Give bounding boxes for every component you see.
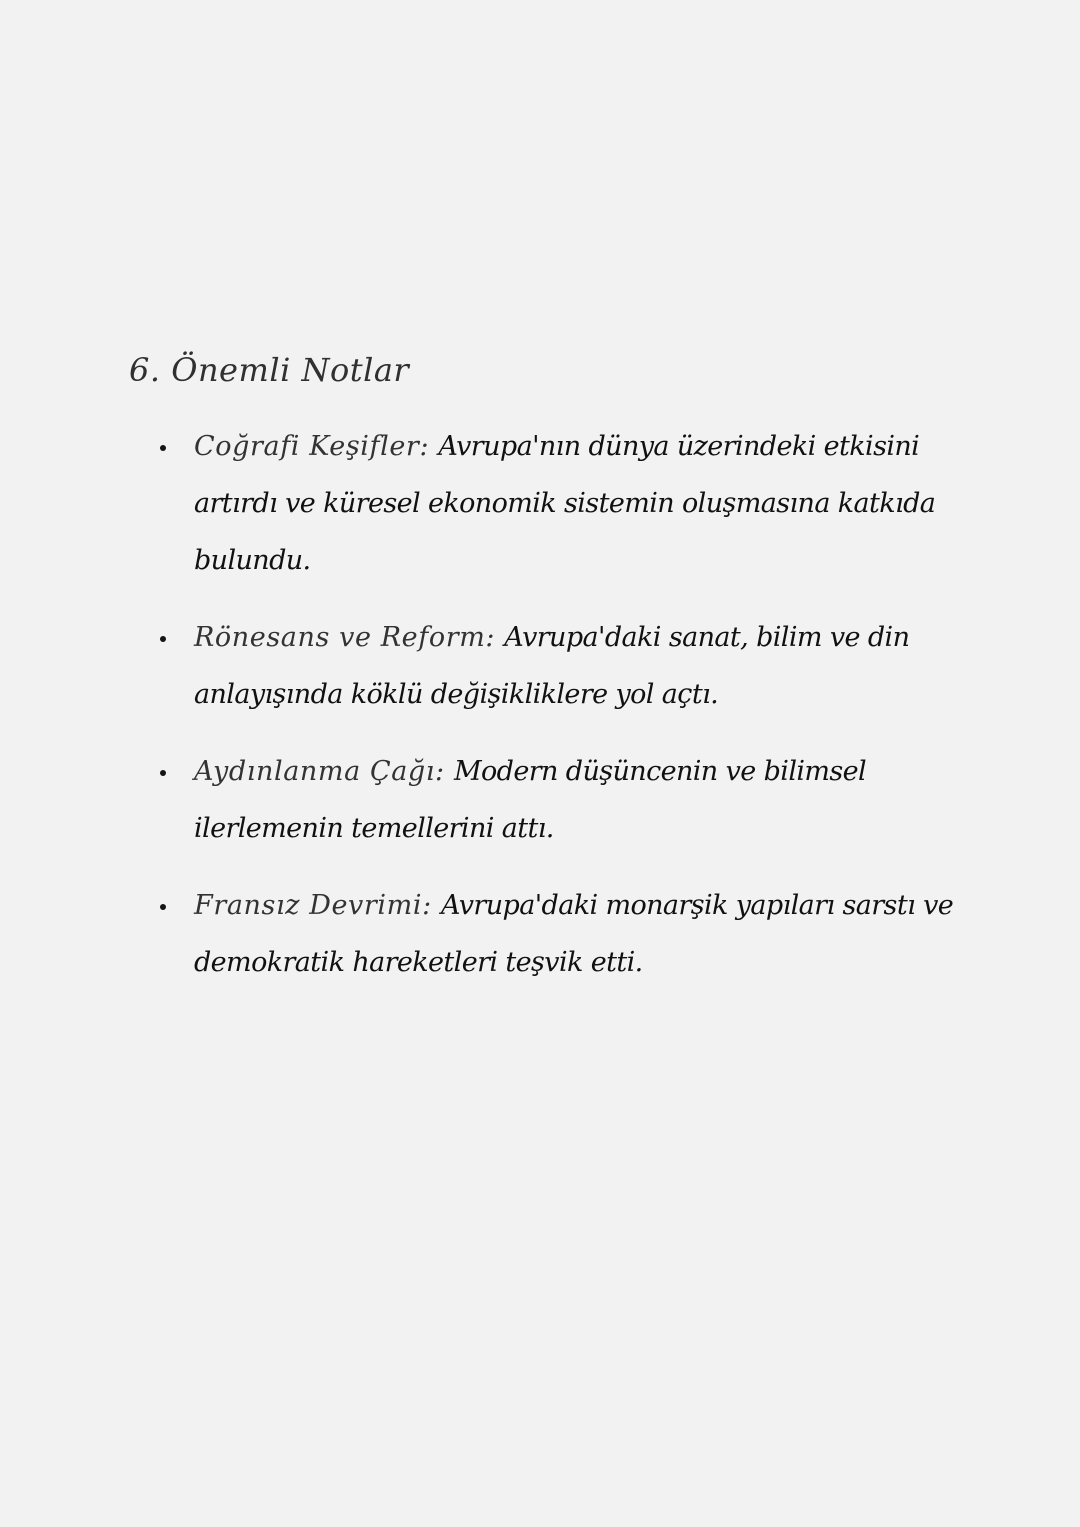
bullet-icon	[160, 904, 166, 910]
note-term: Aydınlanma Çağı:	[194, 756, 454, 787]
bullet-icon	[160, 636, 166, 642]
note-item-fransiz-devrimi	[160, 877, 980, 991]
notes-list	[160, 418, 980, 1011]
note-description: Avrupa'nın dünya üzerindeki etkisini artırdı ve küresel ekonomik sistemin oluşmasına katkıda bulundu.	[194, 431, 936, 576]
bullet-icon	[160, 445, 166, 451]
note-term: Rönesans ve Reform:	[194, 622, 505, 653]
section-title: 6. Önemli Notlar	[129, 351, 410, 389]
bullet-icon	[160, 770, 166, 776]
note-term: Fransız Devrimi:	[194, 890, 441, 921]
note-description: Avrupa'daki sanat, bilim ve din anlayışında köklü değişikliklere yol açtı.	[194, 622, 910, 710]
note-item-ronesans-reform	[160, 609, 980, 723]
note-item-cografi-kesifler	[160, 418, 980, 589]
note-item-aydinlanma-cagi	[160, 743, 980, 857]
note-term: Coğrafi Keşifler:	[194, 431, 439, 462]
note-description: Avrupa'daki monarşik yapıları sarstı ve demokratik hareketleri teşvik etti.	[194, 890, 954, 978]
note-description: Modern düşüncenin ve bilimsel ilerlemenin temellerini attı.	[194, 756, 867, 844]
